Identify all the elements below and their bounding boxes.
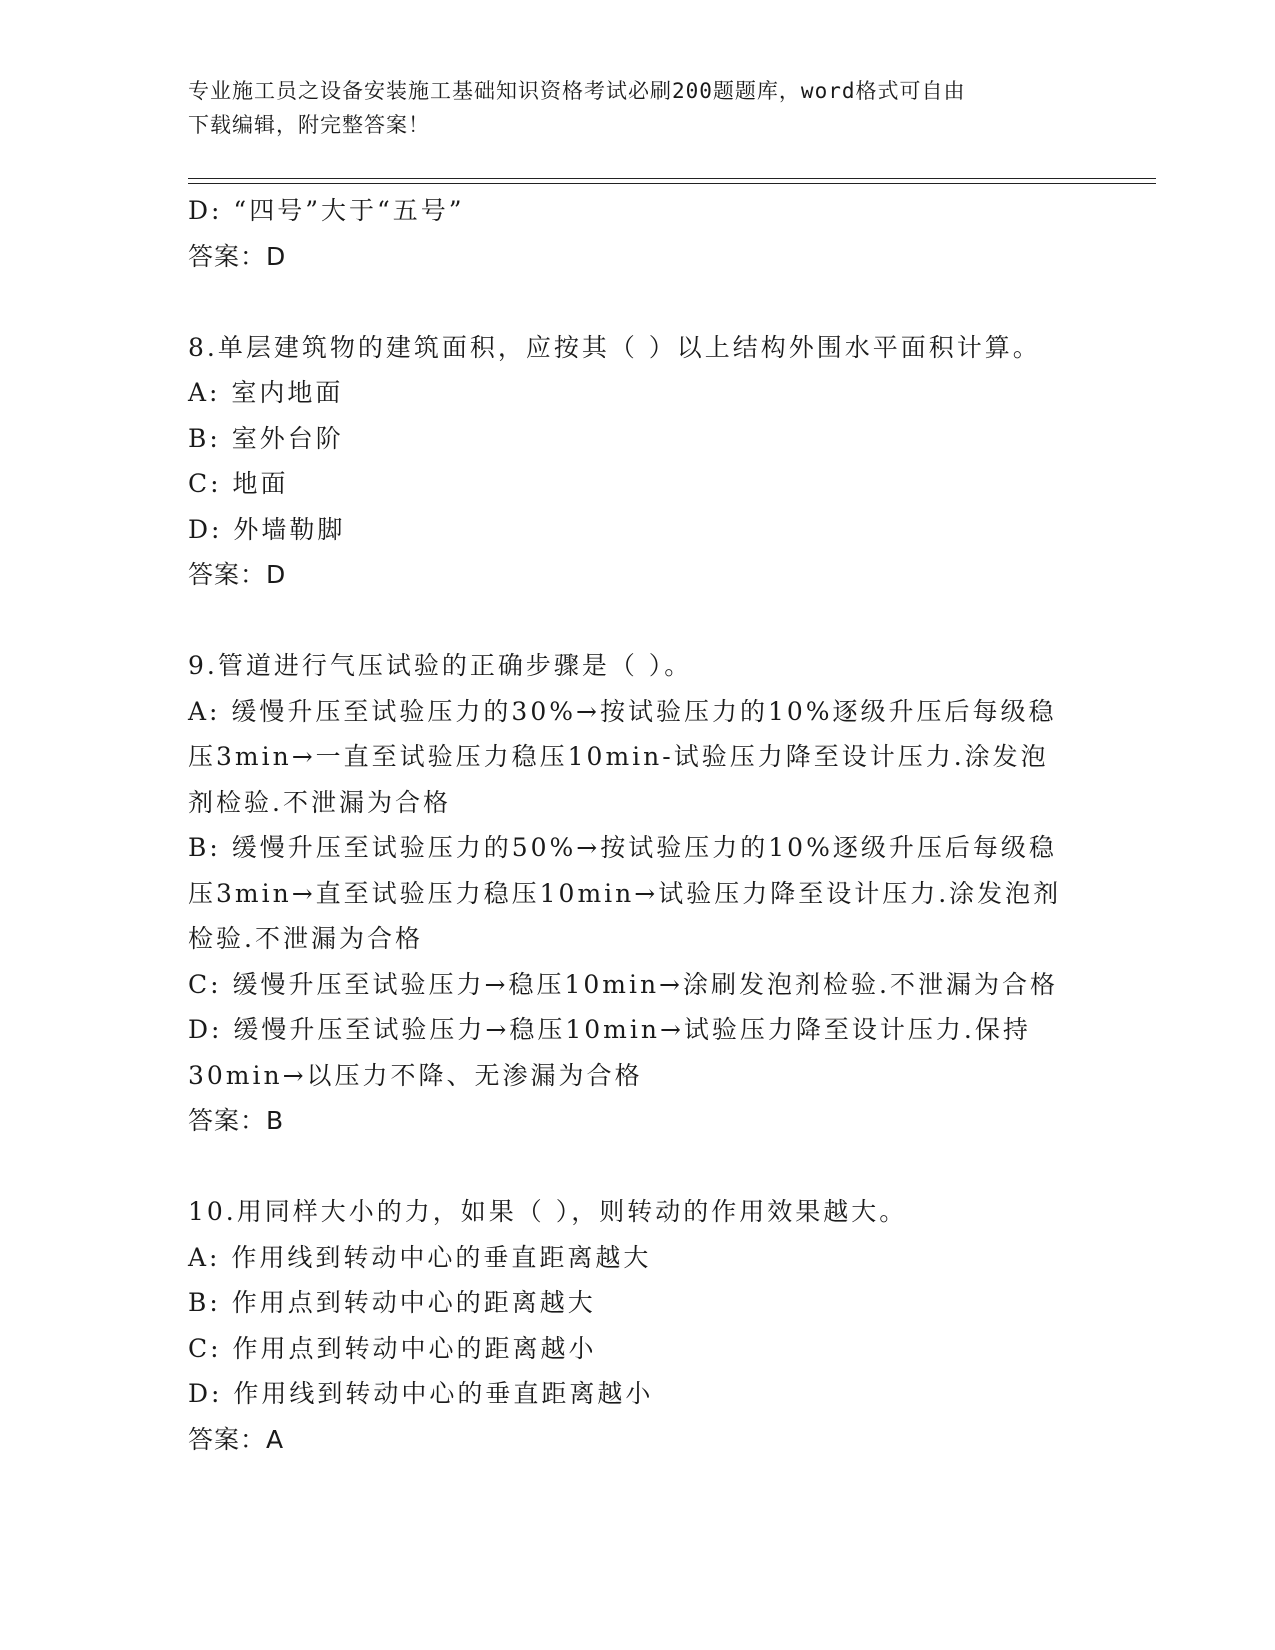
question-10 — [188, 1189, 1088, 1462]
spacer — [188, 279, 1088, 325]
option-b-line-3: 检验.不泄漏为合格 — [188, 924, 423, 953]
answer-line: 答案：A — [188, 1424, 285, 1454]
answer-line: 答案：B — [188, 1106, 285, 1135]
option-a-line-1: A: 缓慢升压至试验压力的30%→按试验压力的10%逐级升压后每级稳 — [188, 696, 1057, 726]
answer-line: 答案：D — [188, 241, 287, 271]
option-b: B: 室外台阶 — [188, 423, 344, 453]
spacer — [188, 1144, 1088, 1190]
option-a: A: 室内地面 — [188, 378, 344, 407]
option-b-line-2: 压3min→直至试验压力稳压10min→试验压力降至设计压力.涂发泡剂 — [188, 878, 1062, 908]
option-a-line-2: 压3min→一直至试验压力稳压10min-试验压力降至设计压力.涂发泡 — [188, 742, 1049, 771]
option-d-line-1: D: 缓慢升压至试验压力→稳压10min→试验压力降至设计压力.保持 — [188, 1015, 1031, 1044]
option-d: D: “四号”大于“五号” — [188, 196, 465, 225]
question-stem: 10.用同样大小的力，如果（ ），则转动的作用效果越大。 — [188, 1197, 908, 1226]
option-a-line-3: 剂检验.不泄漏为合格 — [188, 787, 451, 817]
header-title-line-2: 下载编辑，附完整答案！ — [188, 113, 430, 137]
question-7-continued — [188, 188, 1088, 279]
spacer — [188, 598, 1088, 644]
question-9 — [188, 643, 1088, 1144]
option-d-line-2: 30min→以压力不降、无渗漏为合格 — [188, 1060, 643, 1090]
answer-line: 答案：D — [188, 560, 287, 589]
option-c: C: 地面 — [188, 469, 289, 498]
option-c-line-1: C: 缓慢升压至试验压力→稳压10min→涂刷发泡剂检验.不泄漏为合格 — [188, 969, 1058, 999]
question-stem: 9.管道进行气压试验的正确步骤是（ ）。 — [188, 651, 693, 680]
option-d: D: 作用线到转动中心的垂直距离越小 — [188, 1379, 654, 1408]
question-list — [188, 188, 1088, 1462]
header-divider-top — [188, 178, 1156, 179]
option-b-line-1: B: 缓慢升压至试验压力的50%→按试验压力的10%逐级升压后每级稳 — [188, 833, 1057, 862]
option-d: D: 外墙勒脚 — [188, 514, 346, 544]
option-b: B: 作用点到转动中心的距离越大 — [188, 1288, 596, 1317]
question-8 — [188, 325, 1088, 598]
option-a: A: 作用线到转动中心的垂直距离越大 — [188, 1242, 652, 1272]
question-stem: 8.单层建筑物的建筑面积，应按其（ ）以上结构外围水平面积计算。 — [188, 332, 1041, 362]
page-header — [188, 74, 1068, 142]
header-title-line-1: 专业施工员之设备安装施工基础知识资格考试必刷200题题库，word格式可自由 — [188, 79, 966, 103]
option-c: C: 作用点到转动中心的距离越小 — [188, 1333, 597, 1363]
header-divider-bottom — [188, 183, 1156, 184]
